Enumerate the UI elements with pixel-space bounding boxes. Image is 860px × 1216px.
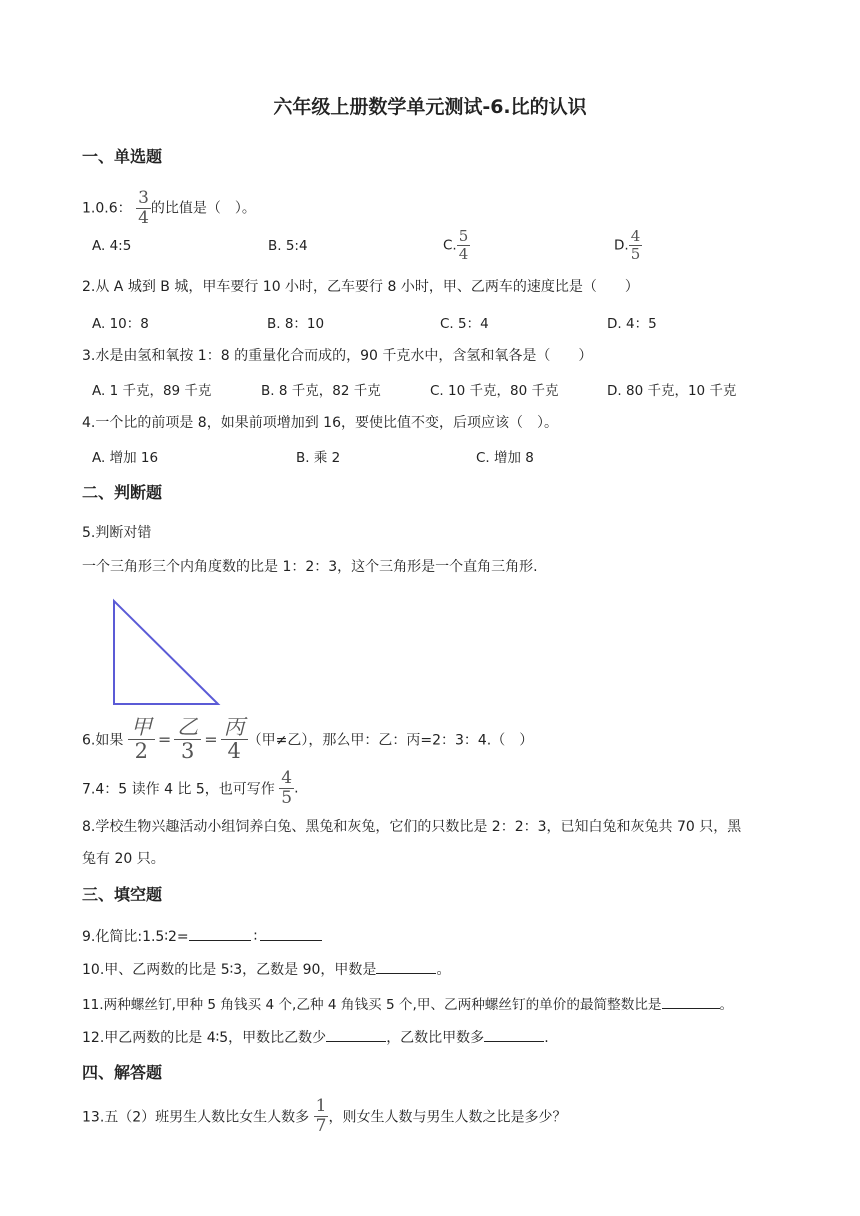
q3-option-c[interactable]: C. 10 千克，80 千克 [430,383,559,399]
question-4: 4.一个比的前项是 8，如果前项增加到 16，要使比值不变，后项应该（ ）。 [82,415,558,431]
q2-option-a[interactable]: A. 10：8 [92,316,149,332]
q9-blank-1[interactable] [189,928,251,941]
question-9: 9.化简比:1.5∶2= ∶ [82,926,322,946]
section-heading-fill-blank: 三、填空题 [82,885,163,904]
question-13: 13.五（2）班男生人数比女生人数多 $\frac{1}{7}$ ，则女生人数与男生人数之比是多少？ [82,1096,567,1136]
q9-blank-2[interactable] [260,928,322,941]
question-6 [82,717,533,762]
q1-option-d[interactable]: D. $\frac{4}{5}$ [614,227,641,263]
q4-option-a[interactable]: A. 增加 16 [92,450,159,466]
question-7 [82,770,299,807]
q7-fraction: $\frac{4}{5}$ [281,768,293,808]
question-8-line-2: 兔有 20 只。 [82,851,165,867]
question-5-label: 5.判断对错 [82,525,152,541]
section-heading-solution: 四、解答题 [82,1063,163,1082]
q1-suffix: 的比值是（ ）。 [150,200,256,217]
q6-fraction-jia: $\frac{\text{甲}}{2}$ [128,717,155,762]
q12-blank-1[interactable] [326,1029,386,1042]
question-1 [82,190,256,227]
section-heading-true-false: 二、判断题 [82,483,163,502]
question-2: 2.从 A 城到 B 城，甲车要行 10 小时，乙车要行 8 小时，甲、乙两车的速度比是（ ） [82,279,639,295]
question-12: 12.甲乙两数的比是 4∶5，甲数比乙数少 ，乙数比甲数多 . [82,1030,549,1046]
triangle-shape [114,601,218,704]
q7-suffix: . [294,780,299,797]
q1-option-b[interactable]: B. 5:4 [268,238,308,254]
q2-option-c[interactable]: C. 5：4 [440,316,489,332]
q3-option-d[interactable]: D. 80 千克，10 千克 [607,383,737,399]
q7-prefix: 7.4：5 读作 4 比 5，也可写作 [82,781,275,798]
q3-option-a[interactable]: A. 1 千克，89 千克 [92,383,212,399]
q13-fraction: $\frac{1}{7}$ [315,1096,327,1136]
q2-option-b[interactable]: B. 8：10 [267,316,325,332]
section-heading-single-choice: 一、单选题 [82,147,163,166]
question-8-line-1: 8.学校生物兴趣活动小组饲养白兔、黑兔和灰兔，它们的只数比是 2：2：3，已知白兔和灰兔共 70 只，黑 [82,819,742,835]
page-title: 六年级上册数学单元测试-6.比的认识 [273,96,587,118]
question-11: 11.两种螺丝钉,甲种 5 角钱买 4 个,乙种 4 角钱买 5 个,甲、乙两种螺丝钉的单价的最简整数比是 。 [82,997,734,1013]
q3-option-b[interactable]: B. 8 千克，82 千克 [261,383,381,399]
q6-suffix: （甲≠乙），那么甲：乙：丙=2：3：4.（ ） [247,732,534,749]
q6-fraction-bing: $\frac{\text{丙}}{4}$ [221,717,248,762]
right-triangle-figure [108,596,224,708]
q10-blank[interactable] [376,961,436,974]
q1-option-c-fraction: $\frac{5}{4}$ [458,227,469,263]
question-5-text: 一个三角形三个内角度数的比是 1：2：3，这个三角形是一个直角三角形. [82,559,538,575]
equals-sign: = [204,730,218,749]
q1-option-c[interactable]: C. $\frac{5}{4}$ [443,227,469,263]
q1-prefix: 1.0.6： [82,200,132,217]
q11-blank[interactable] [662,996,720,1009]
q1-fraction: $\frac{3}{4}$ [138,188,149,228]
q4-option-b[interactable]: B. 乘 2 [296,450,341,466]
q12-blank-2[interactable] [484,1029,544,1042]
q4-option-c[interactable]: C. 增加 8 [476,450,534,466]
question-10: 10.甲、乙两数的比是 5∶3，乙数是 90，甲数是 。 [82,962,451,978]
question-3: 3.水是由氢和氧按 1：8 的重量化合而成的，90 千克水中，含氢和氧各是（ ） [82,348,593,364]
q6-prefix: 6.如果 [82,732,124,749]
equals-sign: = [157,730,172,749]
q1-option-a[interactable]: A. 4:5 [92,238,132,254]
q2-option-d[interactable]: D. 4：5 [607,316,657,332]
q6-fraction-yi: $\frac{\text{乙}}{3}$ [174,717,201,762]
q1-option-d-fraction: $\frac{4}{5}$ [630,227,641,263]
